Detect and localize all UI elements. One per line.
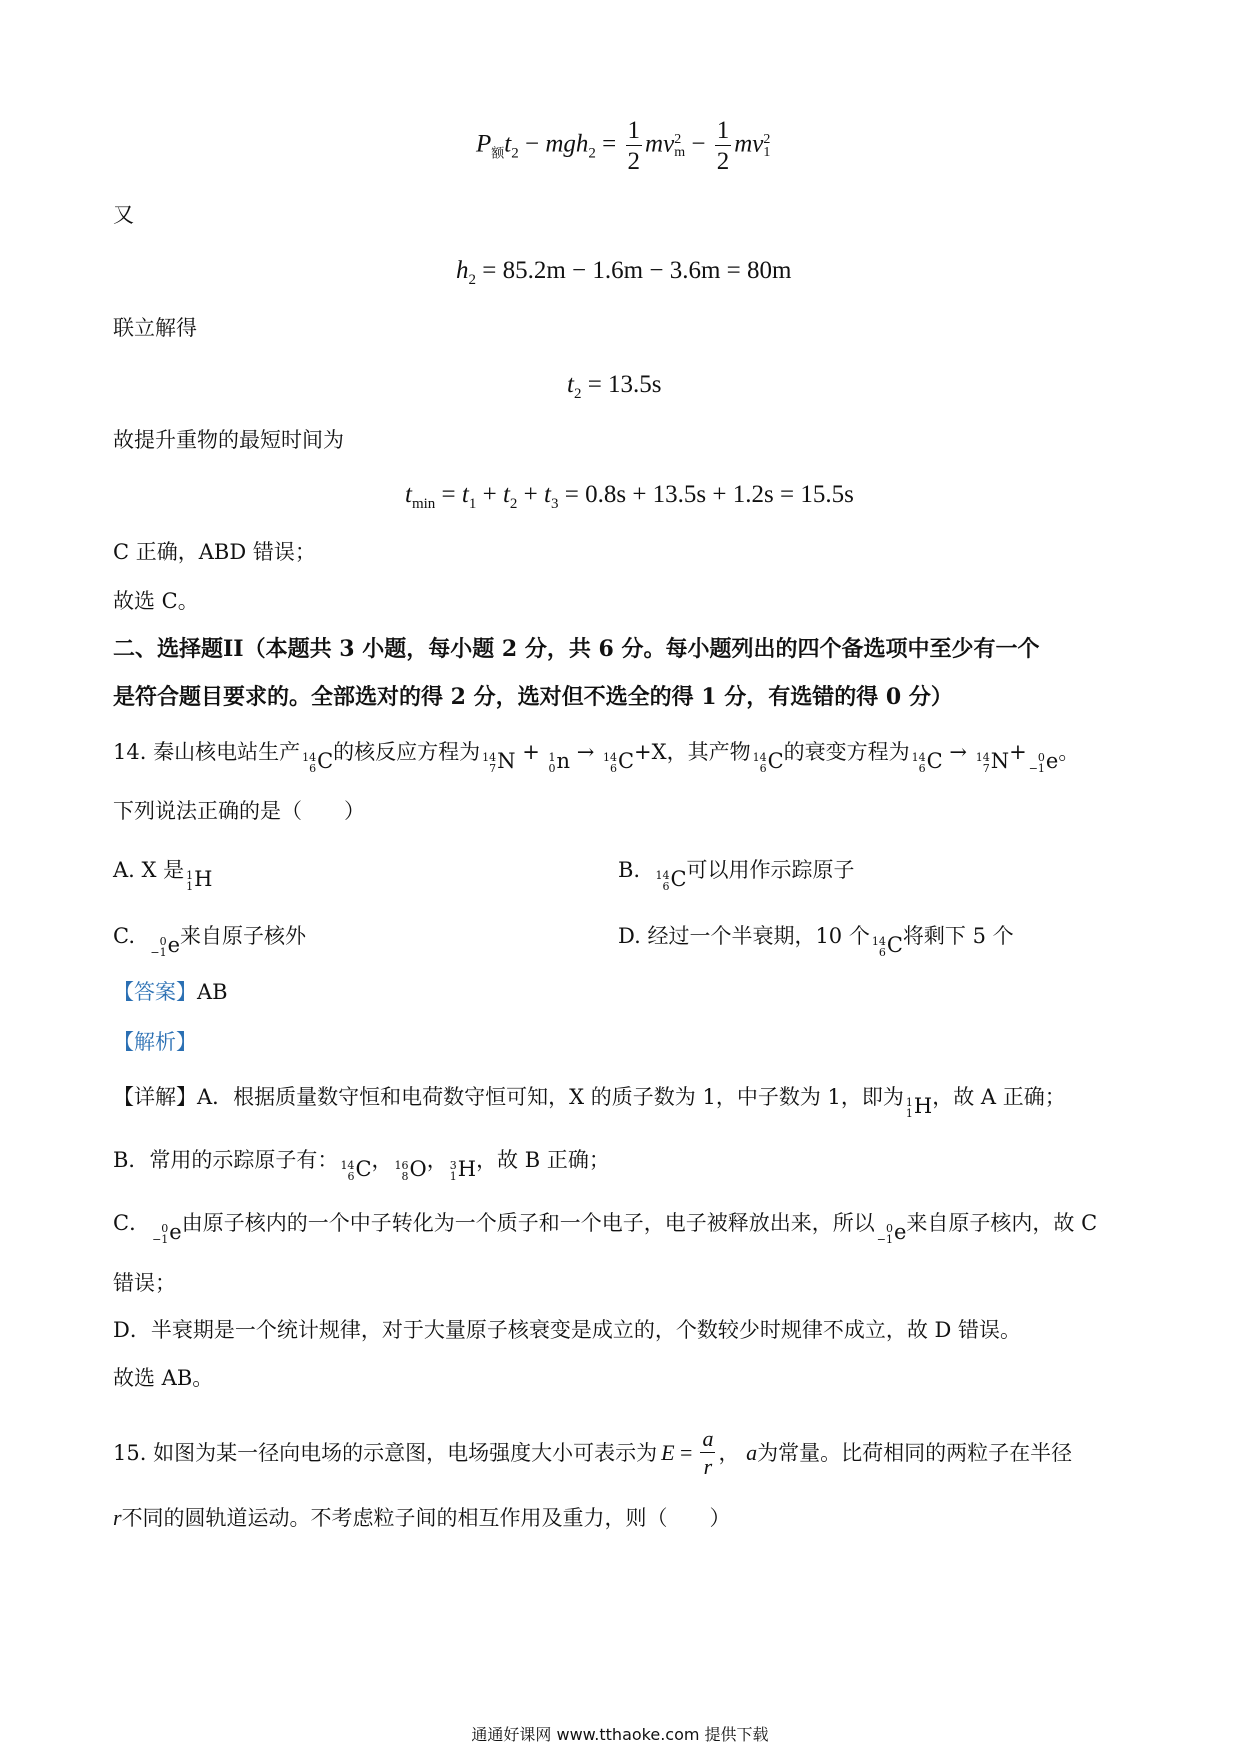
option-a[interactable]: A. X 是 1 1 H xyxy=(113,858,213,893)
equation-power-energy: $P_额t_2 - mgh_2$ = $\frac{1}{2}$ mv 2 m − $\frac{1}{2}$ mv 2 1 xyxy=(476,117,771,175)
answer-value: AB xyxy=(197,980,228,1004)
question-14-line1: 14. 秦山核电站生产 14 6 C 的核反应方程为 14 7 N + 1 0 n → 14 6 C +X，其产物 14 6 C 的衰变方程为 14 6 C → 14 7 N + 0 −1 e 。 xyxy=(113,740,1080,775)
option-d[interactable]: D. 经过一个半衰期，10 个 14 6 C 将剩下 5 个 xyxy=(618,924,1014,959)
text-gu-ti: 故提升重物的最短时间为 xyxy=(113,428,344,452)
answer-line xyxy=(113,982,228,1003)
question-15-line1: 15. 如图为某一径向电场的示意图，电场强度大小可表示为 E = $\frac{a}{r}$ ， a 为常量。比荷相同的两粒子在半径 xyxy=(113,1426,1073,1479)
text-lianli: 联立解得 xyxy=(113,316,197,340)
text-you: 又 xyxy=(113,203,134,227)
question-14-line2: 下列说法正确的是（ ） xyxy=(113,799,365,823)
detail-c-cont: 错误； xyxy=(113,1271,176,1295)
detail-a: 【详解】A．根据质量数守恒和电荷数守恒可知，X 的质子数为 1，中子数为 1，即为 1 1 H ，故 A 正确； xyxy=(113,1085,1066,1120)
text-c-correct: C 正确，ABD 错误； xyxy=(113,540,316,564)
equation-tmin: $t_{min} = t_1 + t_2 + t_3 = 0.8s + 13.5s + 1.2s = 15.5s$ xyxy=(405,481,854,512)
equation-t2: $t_2 = 13.5s$ xyxy=(567,371,662,402)
analysis-tag: 【解析】 xyxy=(113,1030,197,1054)
section-title-line1: 二、选择题II（本题共 3 小题，每小题 2 分，共 6 分。每小题列出的四个备选项中至少有一个 xyxy=(113,636,1040,662)
option-b[interactable]: B. 14 6 C 可以用作示踪原子 xyxy=(618,858,855,893)
text-guxuan-c: 故选 C。 xyxy=(113,589,199,613)
text-guxuan-ab: 故选 AB。 xyxy=(113,1366,214,1390)
detail-b: B．常用的示踪原子有： 14 6 C ， 16 8 O ， 3 1 H ，故 B 正确； xyxy=(113,1148,610,1183)
equation-h2: $h_2 = 85.2m - 1.6m - 3.6m = 80m$ xyxy=(456,257,792,288)
section-title-line2: 是符合题目要求的。全部选对的得 2 分，选对但不选全的得 1 分，有选错的得 0 分） xyxy=(113,684,953,710)
footer-source: 通通好课网 www.tthaoke.com 提供下载 xyxy=(471,1725,769,1744)
question-15-line2: r不同的圆轨道运动。不考虑粒子间的相互作用及重力，则（ ） xyxy=(113,1505,731,1530)
answer-tag: 【答案】 xyxy=(113,980,197,1004)
option-c[interactable]: C. 0 −1 e 来自原子核外 xyxy=(113,924,307,959)
detail-c: C． 0 −1 e 由原子核内的一个中子转化为一个质子和一个电子，电子被释放出来，所以 0 −1 e 来自原子核内，故 C xyxy=(113,1211,1098,1246)
detail-d: D．半衰期是一个统计规律，对于大量原子核衰变是成立的，个数较少时规律不成立，故 D 错误。 xyxy=(113,1318,1022,1342)
